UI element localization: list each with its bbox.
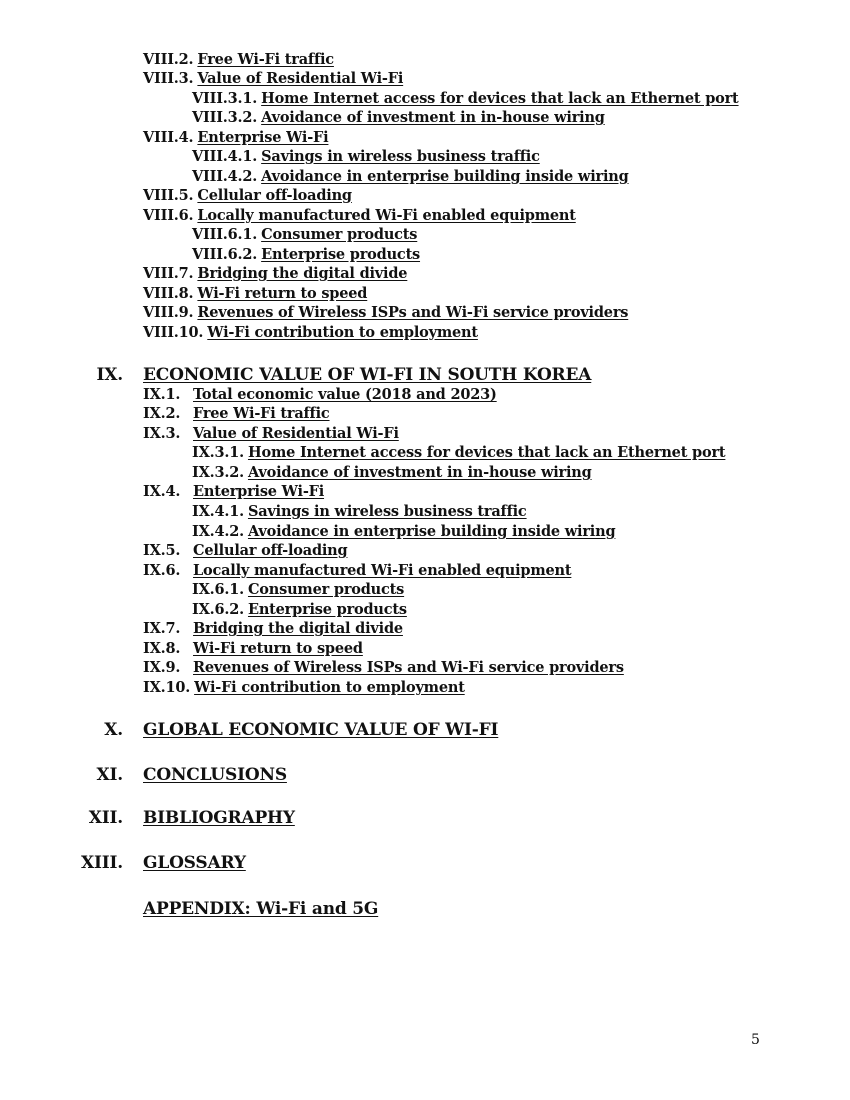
toc-entry-viii-2[interactable]	[143, 51, 334, 69]
toc-entry-number: IX.6.1.	[192, 581, 244, 598]
toc-entry-number: IX.4.2.	[192, 523, 244, 540]
toc-entry-number: IX.9.	[143, 659, 181, 676]
toc-section-number: IX.	[96, 365, 123, 385]
toc-section-number: XI.	[96, 765, 123, 785]
toc-section-xi[interactable]	[96, 764, 287, 786]
toc-entry-link[interactable]: Avoidance in enterprise building inside wiring	[261, 168, 629, 185]
toc-entry-link[interactable]: Savings in wireless business traffic	[261, 148, 540, 165]
toc-entry-viii-10[interactable]	[143, 324, 478, 342]
toc-entry-number: VIII.6.	[143, 207, 194, 224]
toc-section-link[interactable]: GLOBAL ECONOMIC VALUE OF WI-FI	[143, 720, 499, 740]
toc-entry-link[interactable]: Consumer products	[261, 226, 418, 243]
toc-entry-number: VIII.10.	[143, 324, 204, 341]
toc-entry-number: VIII.3.2.	[192, 109, 258, 126]
toc-entry-viii-9[interactable]	[143, 304, 628, 322]
toc-entry-number: IX.1.	[143, 386, 181, 403]
toc-entry-number: VIII.7.	[143, 265, 194, 282]
toc-entry-ix-6[interactable]	[143, 562, 571, 580]
toc-entry-number: IX.3.2.	[192, 464, 244, 481]
toc-entry-viii-7[interactable]	[143, 265, 407, 283]
toc-entry-viii-3-1[interactable]	[192, 90, 739, 108]
toc-entry-viii-6[interactable]	[143, 207, 576, 225]
toc-entry-number: VIII.6.2.	[192, 246, 258, 263]
toc-entry-number: IX.2.	[143, 405, 181, 422]
toc-entry-ix-2[interactable]	[143, 405, 330, 423]
toc-entry-link[interactable]: Value of Residential Wi-Fi	[197, 70, 404, 87]
page-number: 5	[751, 1032, 760, 1048]
toc-entry-number: IX.3.	[143, 425, 181, 442]
toc-entry-link[interactable]: Locally manufactured Wi-Fi enabled equipment	[193, 562, 572, 579]
toc-entry-link[interactable]: Enterprise Wi-Fi	[197, 129, 329, 146]
toc-entry-number: VIII.6.1.	[192, 226, 258, 243]
toc-entry-ix-5[interactable]	[143, 542, 347, 560]
toc-entry-viii-3-2[interactable]	[192, 109, 605, 127]
toc-entry-ix-9[interactable]	[143, 659, 624, 677]
toc-entry-number: VIII.2.	[143, 51, 194, 68]
toc-section-link[interactable]: GLOSSARY	[143, 853, 246, 873]
toc-entry-link[interactable]: Wi-Fi contribution to employment	[207, 324, 478, 341]
toc-entry-number: IX.3.1.	[192, 444, 244, 461]
toc-entry-number: VIII.4.2.	[192, 168, 258, 185]
toc-entry-link[interactable]: Bridging the digital divide	[193, 620, 403, 637]
toc-entry-link[interactable]: Locally manufactured Wi-Fi enabled equipment	[197, 207, 576, 224]
toc-entry-link[interactable]: Avoidance in enterprise building inside wiring	[247, 523, 616, 540]
toc-entry-number: IX.6.2.	[192, 601, 244, 618]
toc-entry-number: IX.5.	[143, 542, 181, 559]
toc-entry-viii-4-2[interactable]	[192, 168, 629, 186]
toc-entry-link[interactable]: Wi-Fi return to speed	[197, 285, 368, 302]
toc-entry-link[interactable]: Home Internet access for devices that lack an Ethernet port	[261, 90, 739, 107]
toc-entry-link[interactable]: Cellular off-loading	[193, 542, 348, 559]
toc-section-ix[interactable]	[96, 364, 592, 386]
toc-entry-number: VIII.4.1.	[192, 148, 258, 165]
toc-entry-ix-6-1[interactable]	[192, 581, 404, 599]
toc-entry-viii-4-1[interactable]	[192, 148, 540, 166]
toc-entry-link[interactable]: Enterprise Wi-Fi	[193, 483, 325, 500]
toc-entry-link[interactable]: Enterprise products	[261, 246, 421, 263]
toc-entry-number: VIII.3.	[143, 70, 194, 87]
toc-entry-viii-4[interactable]	[143, 129, 328, 147]
toc-entry-link[interactable]: Cellular off-loading	[197, 187, 352, 204]
toc-entry-number: IX.10.	[143, 679, 191, 696]
toc-entry-link[interactable]: Revenues of Wireless ISPs and Wi-Fi service providers	[197, 304, 629, 321]
toc-entry-number: VIII.5.	[143, 187, 194, 204]
toc-section-xiii[interactable]	[81, 852, 246, 874]
toc-entry-number: IX.8.	[143, 640, 181, 657]
toc-entry-ix-3-2[interactable]	[192, 464, 592, 482]
toc-entry-ix-1[interactable]	[143, 386, 497, 404]
toc-section-number: XIII.	[81, 853, 123, 873]
toc-entry-viii-6-2[interactable]	[192, 246, 420, 264]
toc-entry-number: VIII.3.1.	[192, 90, 258, 107]
toc-section-link[interactable]: CONCLUSIONS	[143, 765, 287, 785]
toc-section-number: XII.	[88, 808, 123, 828]
toc-entry-ix-4-1[interactable]	[192, 503, 527, 521]
toc-entry-ix-6-2[interactable]	[192, 601, 407, 619]
toc-entry-viii-6-1[interactable]	[192, 226, 417, 244]
toc-entry-link[interactable]: Free Wi-Fi traffic	[193, 405, 330, 422]
toc-entry-number: IX.4.1.	[192, 503, 244, 520]
toc-entry-link[interactable]: Consumer products	[247, 581, 405, 598]
toc-section-number: X.	[104, 720, 123, 740]
toc-entry-link[interactable]: Avoidance of investment in in-house wiring	[247, 464, 592, 481]
toc-entry-ix-10[interactable]	[143, 679, 465, 697]
toc-section-link[interactable]: BIBLIOGRAPHY	[143, 808, 295, 828]
toc-appendix[interactable]	[143, 898, 378, 920]
toc-entry-number: IX.7.	[143, 620, 181, 637]
toc-entry-ix-3[interactable]	[143, 425, 399, 443]
toc-appendix-link[interactable]: APPENDIX: Wi-Fi and 5G	[143, 899, 379, 919]
toc-entry-link[interactable]: Home Internet access for devices that lack an Ethernet port	[247, 444, 726, 461]
toc-entry-ix-3-1[interactable]	[192, 444, 725, 462]
toc-entry-ix-8[interactable]	[143, 640, 363, 658]
toc-entry-link[interactable]: Bridging the digital divide	[197, 265, 408, 282]
toc-entry-number: VIII.4.	[143, 129, 194, 146]
toc-section-xii[interactable]	[88, 807, 295, 829]
toc-entry-ix-4-2[interactable]	[192, 523, 615, 541]
toc-section-x[interactable]	[104, 719, 499, 741]
toc-entry-viii-8[interactable]	[143, 285, 367, 303]
toc-entry-link[interactable]: Wi-Fi return to speed	[193, 640, 363, 657]
toc-entry-link[interactable]: Total economic value (2018 and 2023)	[193, 386, 497, 403]
toc-entry-number: VIII.8.	[143, 285, 194, 302]
toc-entry-link[interactable]: Savings in wireless business traffic	[247, 503, 527, 520]
toc-entry-viii-5[interactable]	[143, 187, 352, 205]
toc-entry-link[interactable]: Free Wi-Fi traffic	[197, 51, 334, 68]
toc-section-link[interactable]: ECONOMIC VALUE OF WI-FI IN SOUTH KOREA	[143, 365, 592, 385]
toc-entry-link[interactable]: Enterprise products	[247, 601, 407, 618]
toc-entry-viii-3[interactable]	[143, 70, 403, 88]
toc-entry-number: VIII.9.	[143, 304, 194, 321]
toc-entry-number: IX.6.	[143, 562, 181, 579]
toc-entry-link[interactable]: Revenues of Wireless ISPs and Wi-Fi service providers	[193, 659, 624, 676]
toc-entry-link[interactable]: Wi-Fi contribution to employment	[194, 679, 465, 696]
toc-entry-ix-4[interactable]	[143, 483, 324, 501]
toc-entry-link[interactable]: Value of Residential Wi-Fi	[193, 425, 399, 442]
toc-entry-link[interactable]: Avoidance of investment in in-house wiring	[261, 109, 605, 126]
toc-entry-number: IX.4.	[143, 483, 181, 500]
toc-entry-ix-7[interactable]	[143, 620, 403, 638]
